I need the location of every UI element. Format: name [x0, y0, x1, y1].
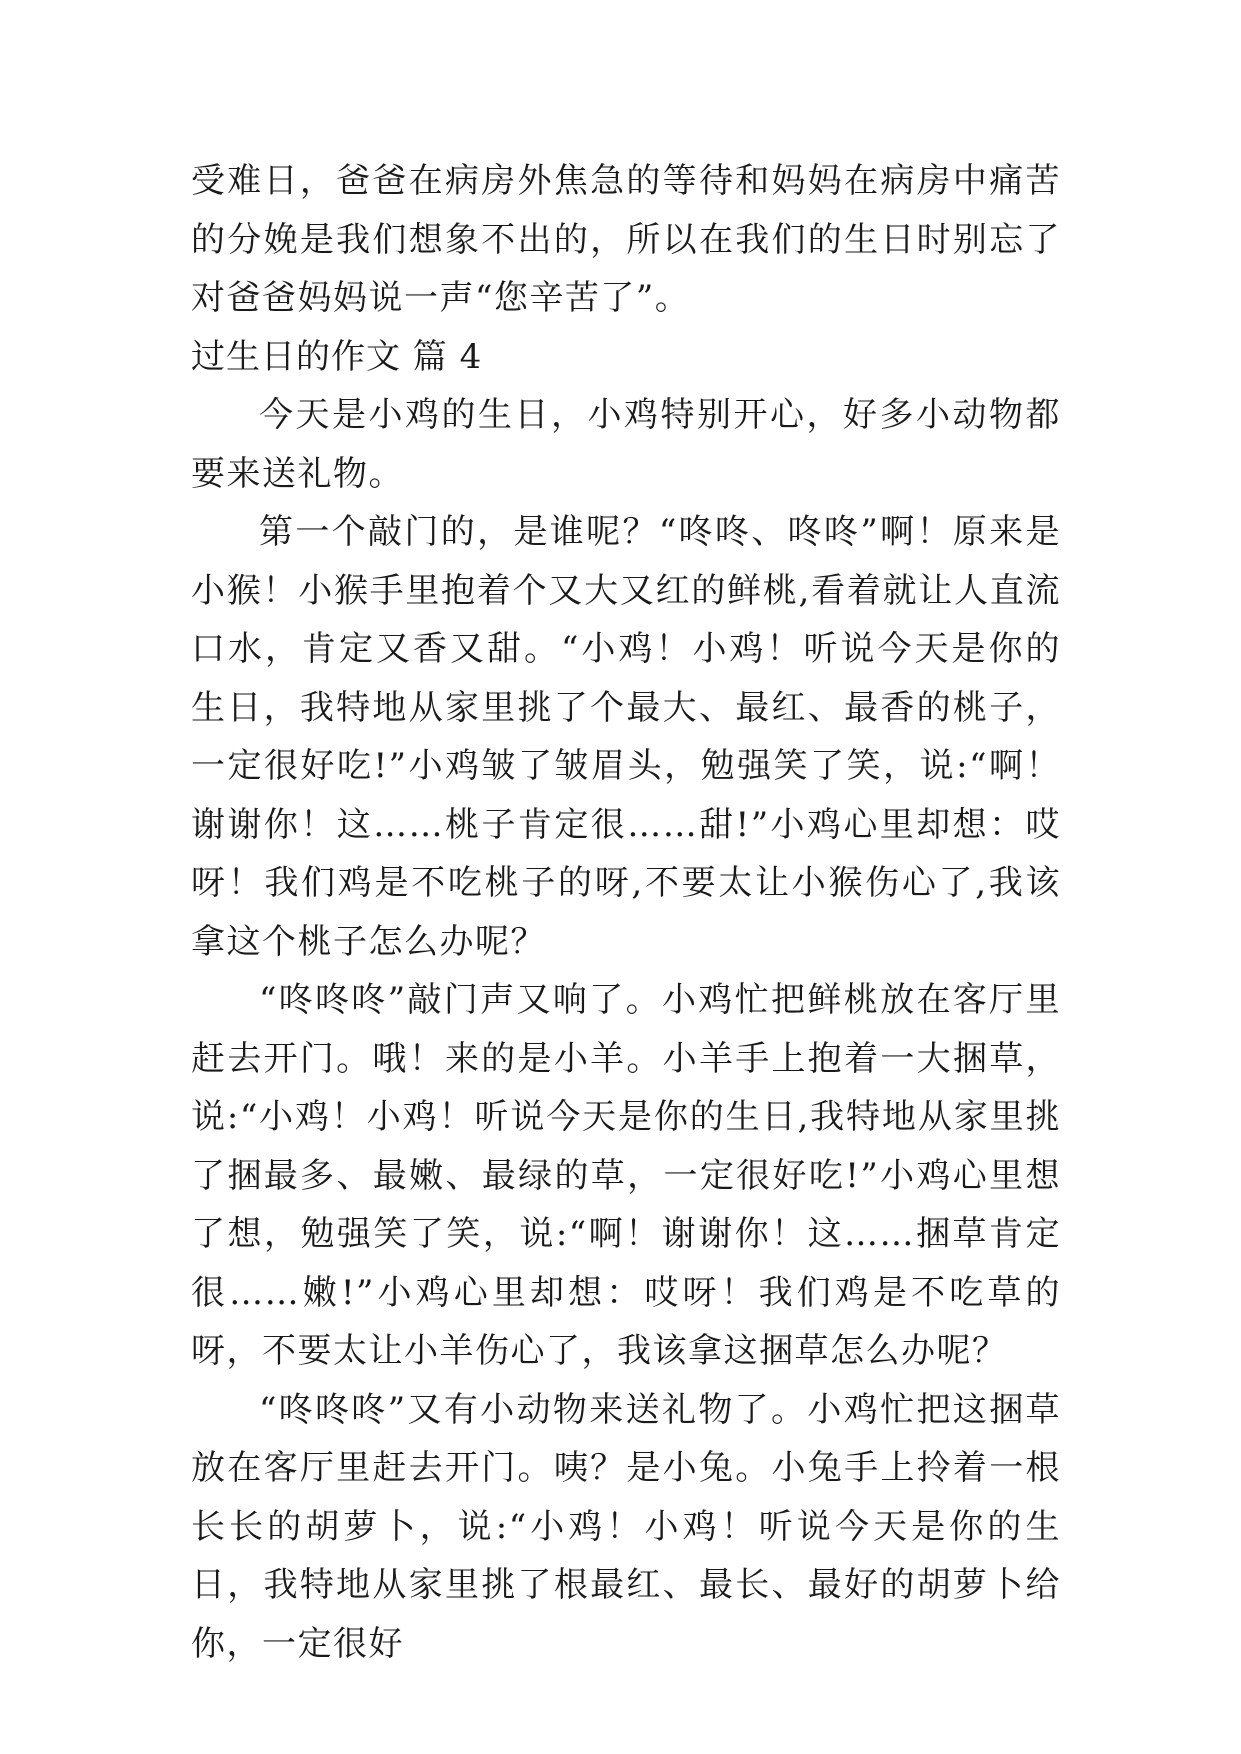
paragraph-3: “咚咚咚”敲门声又响了。小鸡忙把鲜桃放在客厅里赶去开门。哦！来的是小羊。小羊手上抱着一大捆草，说:“小鸡！小鸡！听说今天是你的生日,我特地从家里挑了捆最多、最嫩、最绿的草，一定很好吃!”小鸡心里想了想，勉强笑了笑，说:“啊！谢谢你！这……捆草肯定很……嫩!”小鸡心里却想：哎呀！我们鸡是不吃草的呀，不要太让小羊伤心了，我该拿这捆草怎么办呢？ — [191, 980, 1061, 1371]
document-body — [191, 152, 1061, 1673]
intro-paragraph: 受难日，爸爸在病房外焦急的等待和妈妈在病房中痛苦的分娩是我们想象不出的，所以在我们的生日时别忘了对爸爸妈妈说一声“您辛苦了”。 — [191, 161, 1061, 318]
section-title: 过生日的作文 篇 4 — [191, 336, 483, 377]
paragraph-4: “咚咚咚”又有小动物来送礼物了。小鸡忙把这捆草放在客厅里赶去开门。咦？是小兔。小兔手上拎着一根长长的胡萝卜，说:“小鸡！小鸡！听说今天是你的生日，我特地从家里挑了根最红、最长、最好的胡萝卜给你，一定很好 — [191, 1389, 1061, 1664]
paragraph-2: 第一个敲门的，是谁呢？“咚咚、咚咚”啊！原来是小猴！小猴手里抱着个又大又红的鲜桃,看着就让人直流口水，肯定又香又甜。“小鸡！小鸡！听说今天是你的生日，我特地从家里挑了个最大、最红、最香的桃子，一定很好吃!”小鸡皱了皱眉头，勉强笑了笑，说:“啊！谢谢你！这……桃子肯定很……甜!”小鸡心里却想：哎呀！我们鸡是不吃桃子的呀,不要太让小猴伤心了,我该拿这个桃子怎么办呢？ — [191, 512, 1061, 962]
paragraph-1: 今天是小鸡的生日，小鸡特别开心，好多小动物都要来送礼物。 — [191, 395, 1061, 494]
